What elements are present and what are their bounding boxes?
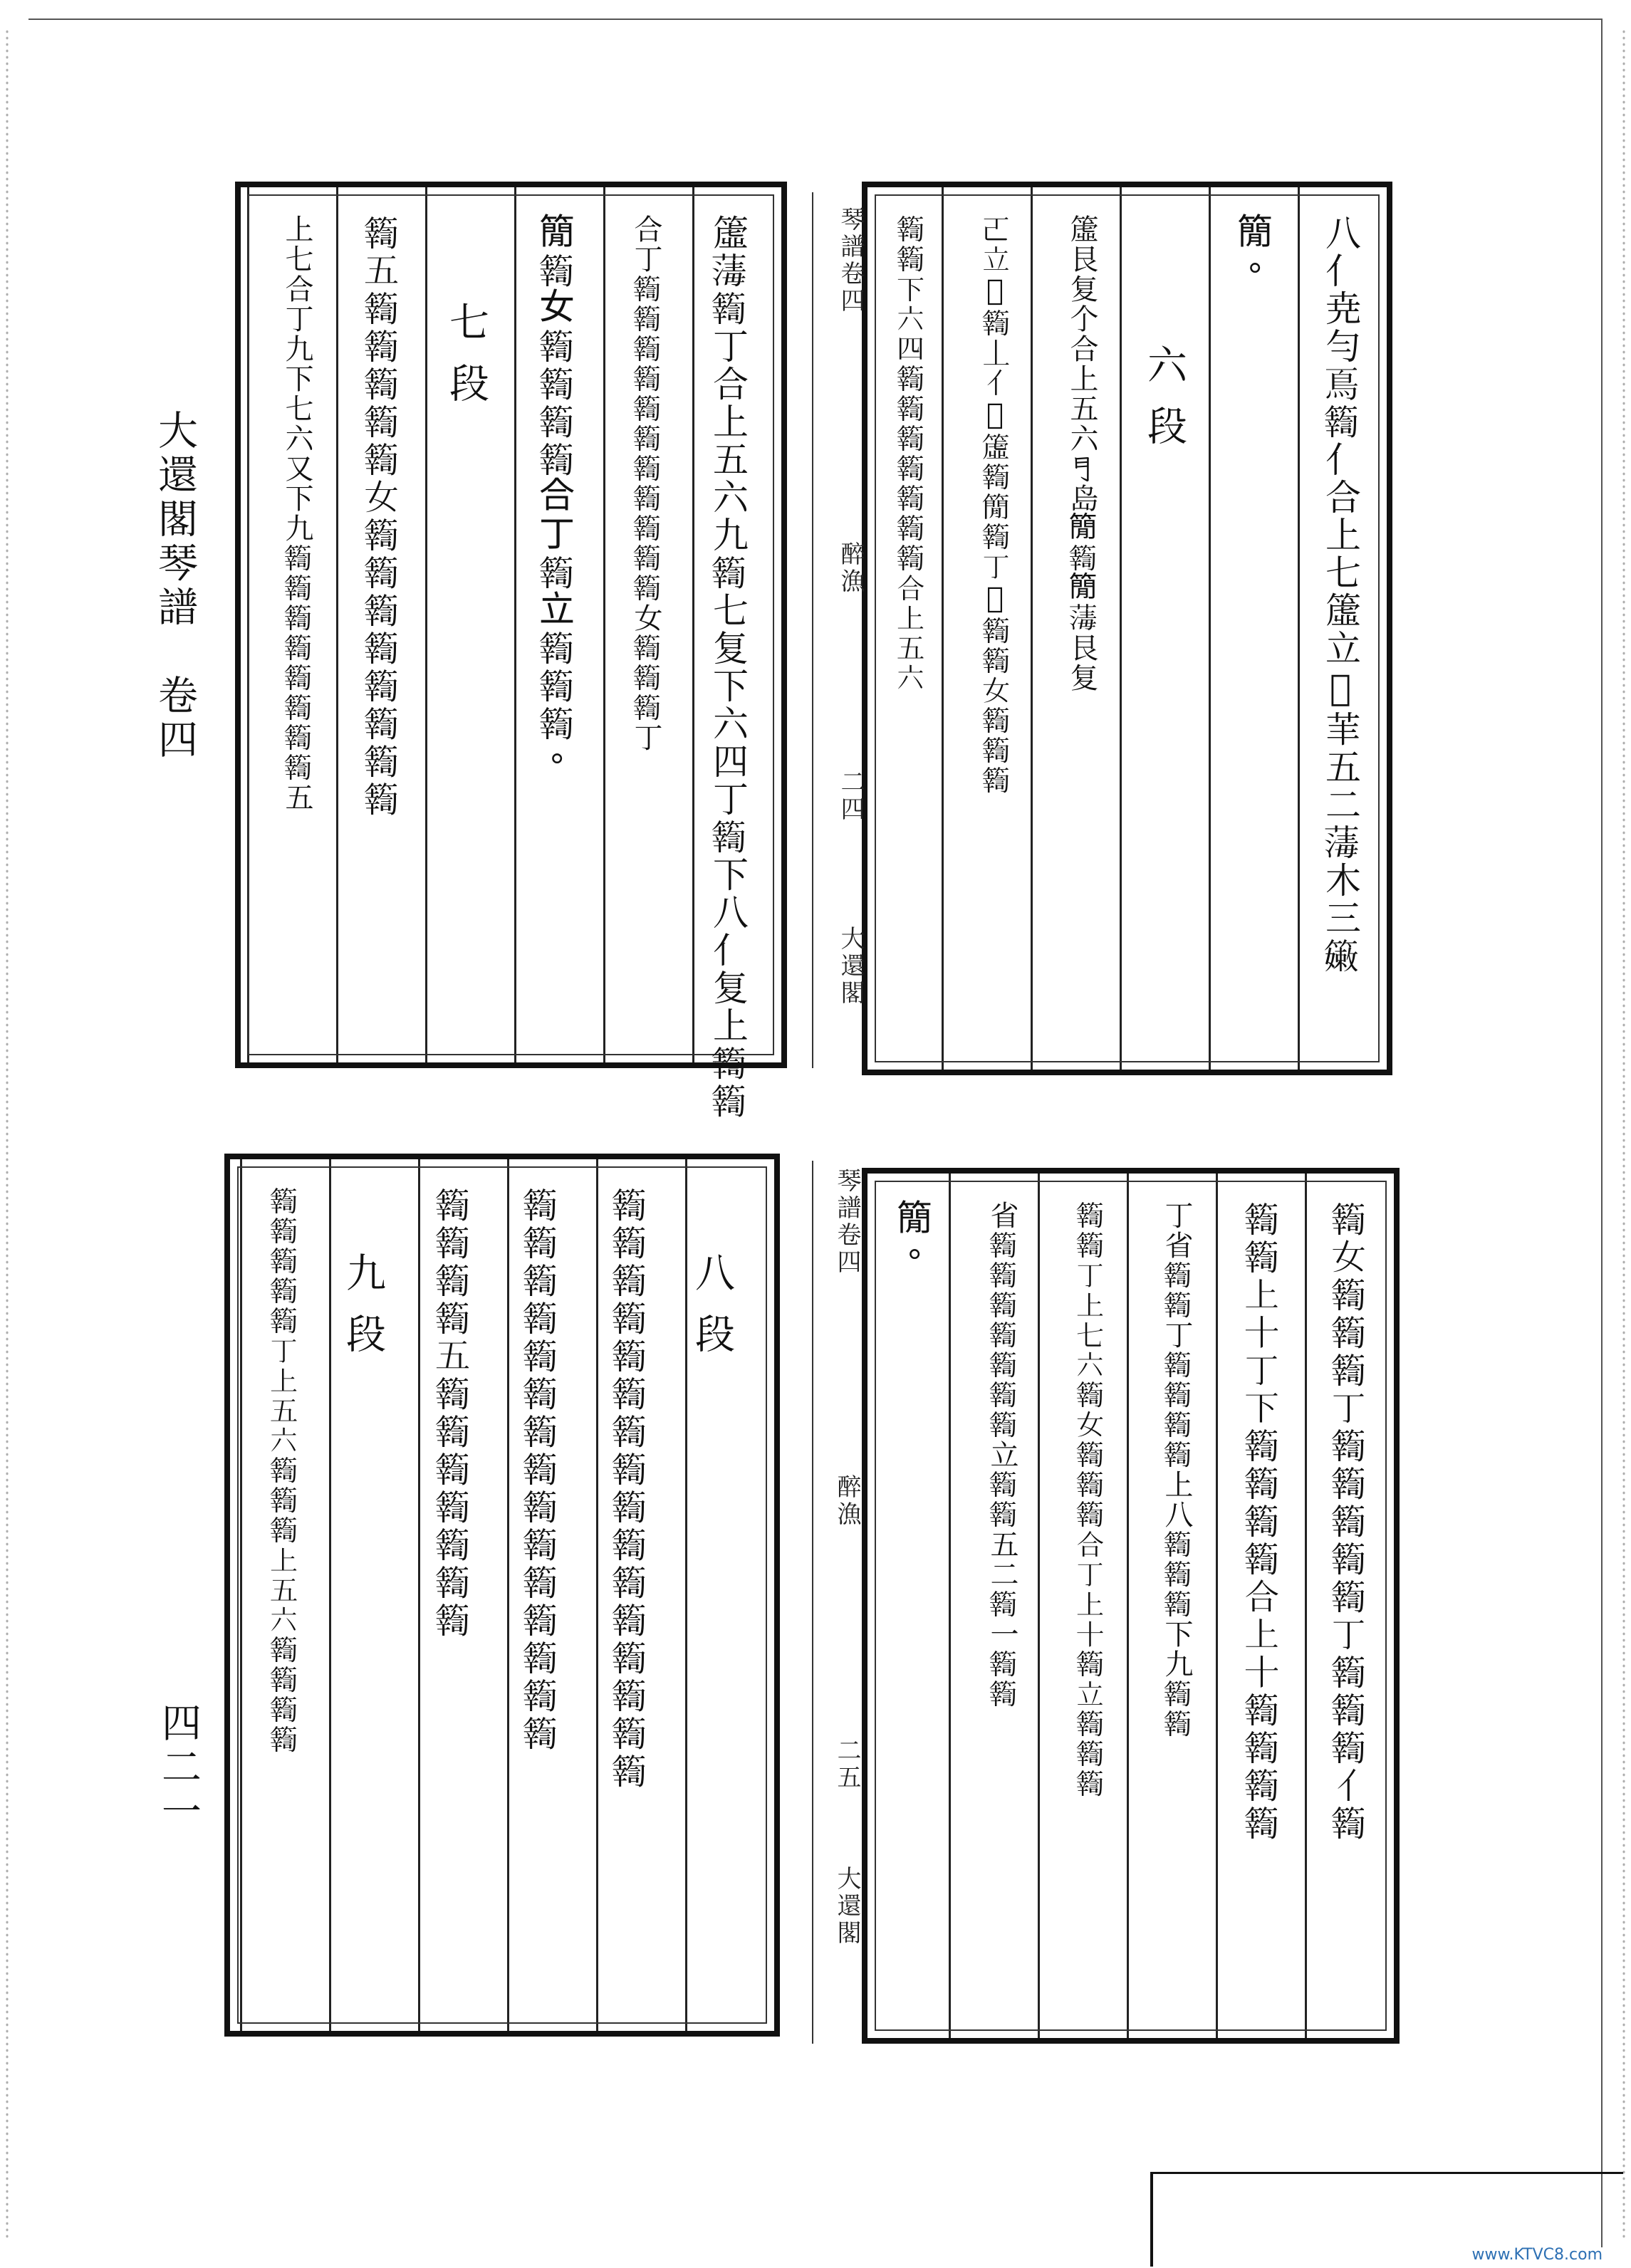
spine-title: 醉漁 (836, 541, 865, 595)
watermark: www.KTVC8.com (1471, 2246, 1603, 2264)
section-heading: 六段 (1141, 344, 1187, 466)
spine-label: 琴譜卷四 (836, 207, 865, 315)
section-heading: 八段 (689, 1252, 735, 1374)
panel-bottom-left (224, 1154, 780, 2037)
text-column: 𥷚𥷚𥷚𥷚𥷚𥷚𥷚𥷚𥷚𥷚𥷚𥷚𥷚𥷚𥷚𥷚 (608, 1186, 649, 1790)
text-column: 丁省𥷚𥷚丁𥷚𥷚𥷚𥷚上八𥷚𥷚𥷚下九𥷚𥷚 (1160, 1201, 1193, 1739)
panel-inner-border (248, 194, 774, 1120)
section-heading: 九段 (340, 1252, 386, 1374)
spine-page-number: 二四 (836, 769, 865, 823)
panel-inner-border (875, 1181, 1387, 2031)
text-column: 上七合丁九下七六又下九𥷚𥷚𥷚𥷚𥷚𥷚𥷚𥷚五 (281, 214, 313, 812)
text-column: 八亻尭勻𩾏𥷚亻合上七𥲤立𥸩䒠五二𦺇木三𥶄 (1320, 214, 1361, 975)
panel-inner-border (237, 1166, 767, 2024)
text-column: 𥲤𦺇𥷚丁合上五六九𥷚七复下六四丁𥷚下八亻复上𥷚𥷚 (707, 214, 749, 1120)
text-column: 𥷚𥷚上十丁下𥷚𥷚𥷚𥷚合上十𥷚𥷚𥷚𥷚 (1240, 1201, 1281, 1842)
left-dotted-edge (4, 28, 10, 2240)
text-column: 𥷚女𥷚𥷚𥷚丁𥷚𥷚𥷚𥷚𥷚丁𥷚𥷚𥷚亻𥷚 (1327, 1201, 1368, 1842)
spine-title: 醉漁 (833, 1474, 861, 1528)
text-column: 省𥷚𥷚𥷚𥷚𥷚𥷚𥷚立𥷚𥷚五二𥷚一𥷚𥷚 (986, 1201, 1018, 1709)
text-column: 𠀀立𥸩𥷚丄亻𠃛𥲤𥷚𥳑𥷚丁𥸩𥷚𥷚女𥷚𥷚𥷚 (979, 214, 1011, 795)
text-column: 合丁𥷚𥷚𥷚𥷚𥷚𥷚𥷚𥷚𥷚𥷚𥷚女𥷚𥷚𥷚丁 (630, 214, 662, 753)
panel-top-left (235, 182, 787, 1120)
spine-publisher: 大還閣 (833, 1866, 861, 1947)
text-column: 𥳑。 (1233, 214, 1274, 290)
text-column: 𥳑。 (892, 1201, 934, 1276)
book-title: 大還閣琴譜 卷四 (152, 409, 198, 763)
page-number: 四二一 (155, 1702, 202, 1834)
spine-rule (812, 1161, 813, 2044)
text-column: 𥷚五𥷚𥷚𥷚𥷚𥷚女𥷚𥷚𥷚𥷚𥷚𥷚𥷚𥷚 (360, 214, 401, 818)
text-column: 𥷚𥷚丁上七六𥷚女𥷚𥷚𥷚合丁上十𥷚立𥷚𥷚𥷚 (1073, 1201, 1105, 1799)
section-heading: 七段 (443, 301, 489, 424)
text-column: 𥷚𥷚𥷚𥷚𥷚𥷚𥷚𥷚𥷚𥷚𥷚𥷚𥷚𥷚𥷚 (519, 1186, 560, 1752)
spine-publisher: 大還閣 (836, 926, 865, 1007)
panel-inner-border (875, 194, 1380, 1062)
text-column: 𥲤艮复𠆤合上五六𠃛𡷊𥳑𥷚𥳑𦺇艮复 (1065, 214, 1098, 693)
panel-top-right (862, 182, 1392, 1075)
text-column: 𥳑𥷚女𥷚𥷚𥷚𥷚合丁𥷚立𥷚𥷚𥷚。 (535, 214, 576, 780)
text-column: 𥷚𥷚𥷚𥷚五𥷚𥷚𥷚𥷚𥷚𥷚𥷚 (431, 1186, 472, 1639)
spine-rule (812, 192, 813, 1068)
right-dotted-edge (1621, 28, 1627, 2240)
spine-label: 琴譜卷四 (833, 1168, 861, 1276)
spine-page-number: 二五 (833, 1737, 861, 1792)
text-column: 𥷚𥷚下六四𥷚𥷚𥷚𥷚𥷚𥷚𥷚合上五六 (893, 214, 926, 693)
panel-bottom-right (862, 1168, 1400, 2044)
text-column: 𥷚𥷚𥷚𥷚𥷚丁上五六𥷚𥷚𥷚上五六𥷚𥷚𥷚𥷚 (266, 1186, 299, 1755)
